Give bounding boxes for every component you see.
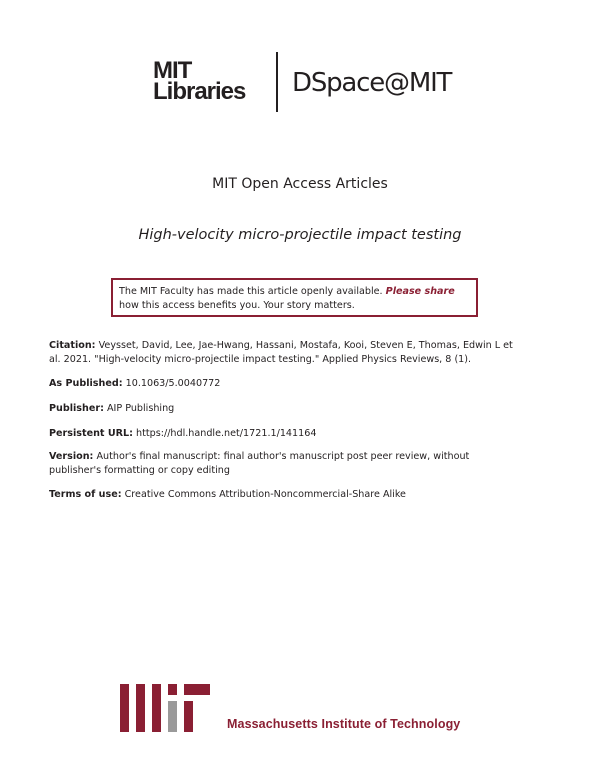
version [49,450,559,478]
terms-of-use-value: Creative Commons Attribution-Noncommercial-Share Alike [124,489,406,500]
mit-libraries-logo-line1: MIT [153,57,192,84]
mit-libraries-logo [153,57,263,105]
citation [49,339,559,367]
share-notice-box [111,278,478,317]
version-label: Version: [49,451,94,462]
dspace-logo: DSpace@MIT [292,68,452,98]
article-title: High-velocity micro-projectile impact testing [138,227,462,243]
as-published [49,377,559,391]
citation-label: Citation: [49,340,96,351]
publisher-label: Publisher: [49,403,104,414]
version-line1: Author's final manuscript: final author's manuscript post peer review, without [96,451,470,462]
persistent-url-label: Persistent URL: [49,428,133,439]
publisher-value: AIP Publishing [106,403,175,414]
as-published-label: As Published: [49,378,123,389]
version-line2: publisher's formatting or copy editing [49,465,230,476]
logo-divider [276,52,278,112]
publisher [49,402,559,416]
mit-libraries-logo-line2: Libraries [153,78,246,105]
as-published-value: 10.1063/5.0040772 [125,378,221,389]
institution-name: Massachusetts Institute of Technology [227,717,461,731]
persistent-url-link[interactable]: https://hdl.handle.net/1721.1/141164 [136,428,317,439]
collection-title: MIT Open Access Articles [212,176,388,192]
citation-line1: Veysset, David, Lee, Jae-Hwang, Hassani, Mostafa, Kooi, Steven E, Thomas, Edwin L et [98,340,513,351]
please-share-link[interactable]: Please share [385,286,455,297]
persistent-url [49,427,559,441]
footer [120,684,520,732]
mit-logo-mark [120,684,212,732]
share-notice-text-2: how this access benefits you. Your story matters. [119,300,355,311]
terms-of-use [49,488,559,502]
header-logos [0,52,600,112]
citation-line2: al. 2021. "High-velocity micro-projectile impact testing." Applied Physics Reviews, 8 (1). [49,354,472,365]
share-notice-text: The MIT Faculty has made this article openly available. [119,286,386,297]
terms-of-use-label: Terms of use: [49,489,122,500]
